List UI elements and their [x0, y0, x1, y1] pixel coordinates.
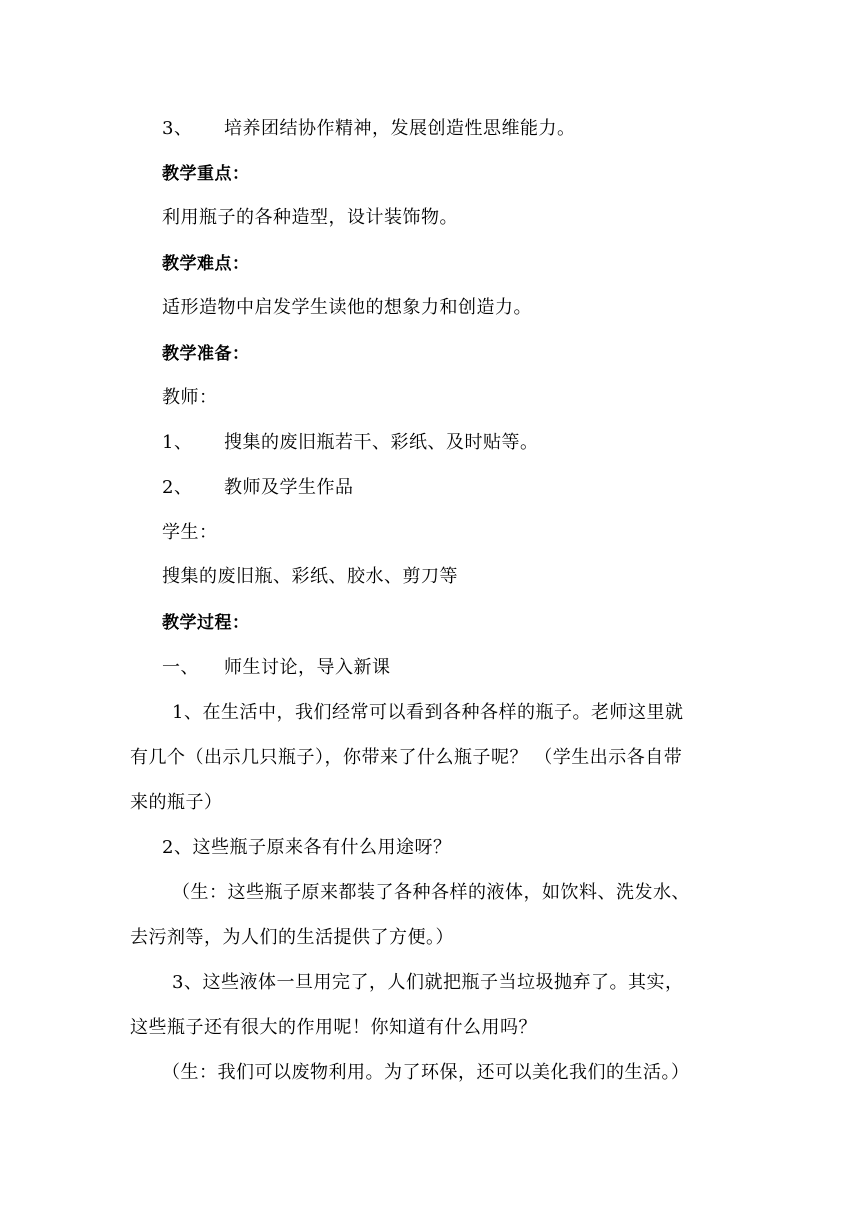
- teacher-label: 教师：: [162, 387, 218, 408]
- paragraph-4-line-2: 这些瓶子还有很大的作用呢！你知道有什么用吗？: [130, 1017, 537, 1038]
- item-text: 搜集的废旧瓶若干、彩纸、及时贴等。: [224, 432, 539, 453]
- heading-difficult-points: 教学难点：: [162, 254, 250, 274]
- difficult-points-text: 适形造物中启发学生读他的想象力和创造力。: [162, 297, 532, 318]
- heading-process: 教学过程：: [162, 613, 250, 633]
- paragraph-1-line-3: 来的瓶子）: [130, 792, 223, 813]
- teacher-item-1: [162, 430, 539, 456]
- paragraph-4-line-1: 3、这些液体一旦用完了，人们就把瓶子当垃圾抛弃了。其实，: [172, 972, 684, 993]
- heading-key-points: 教学重点：: [162, 164, 250, 184]
- student-label: 学生：: [162, 522, 218, 543]
- paragraph-3-line-1: （生：这些瓶子原来都装了各种各样的液体，如饮料、洗发水、: [172, 882, 690, 903]
- item-number: 3、: [162, 118, 193, 139]
- teacher-item-2: [162, 475, 354, 501]
- paragraph-1-line-1: 1、在生活中，我们经常可以看到各种各样的瓶子。老师这里就: [172, 702, 684, 723]
- section-title: 师生讨论，导入新课: [224, 657, 391, 678]
- item-number: 2、: [162, 477, 193, 498]
- item-text: 教师及学生作品: [224, 477, 354, 498]
- process-section-1: [162, 655, 391, 681]
- student-materials-text: 搜集的废旧瓶、彩纸、胶水、剪刀等: [162, 566, 458, 587]
- paragraph-2: 2、这些瓶子原来各有什么用途呀？: [162, 837, 452, 858]
- heading-preparation: 教学准备：: [162, 344, 250, 364]
- section-number: 一、: [162, 657, 199, 678]
- objective-item-3: [162, 116, 576, 142]
- key-points-text: 利用瓶子的各种造型，设计装饰物。: [162, 207, 458, 228]
- paragraph-5: （生：我们可以废物利用。为了环保，还可以美化我们的生活。）: [162, 1062, 690, 1083]
- item-text: 培养团结协作精神，发展创造性思维能力。: [224, 118, 576, 139]
- paragraph-1-line-2: 有几个（出示几只瓶子），你带来了什么瓶子呢？ （学生出示各自带: [130, 747, 683, 768]
- paragraph-3-line-2: 去污剂等，为人们的生活提供了方便。）: [130, 927, 454, 948]
- item-number: 1、: [162, 432, 193, 453]
